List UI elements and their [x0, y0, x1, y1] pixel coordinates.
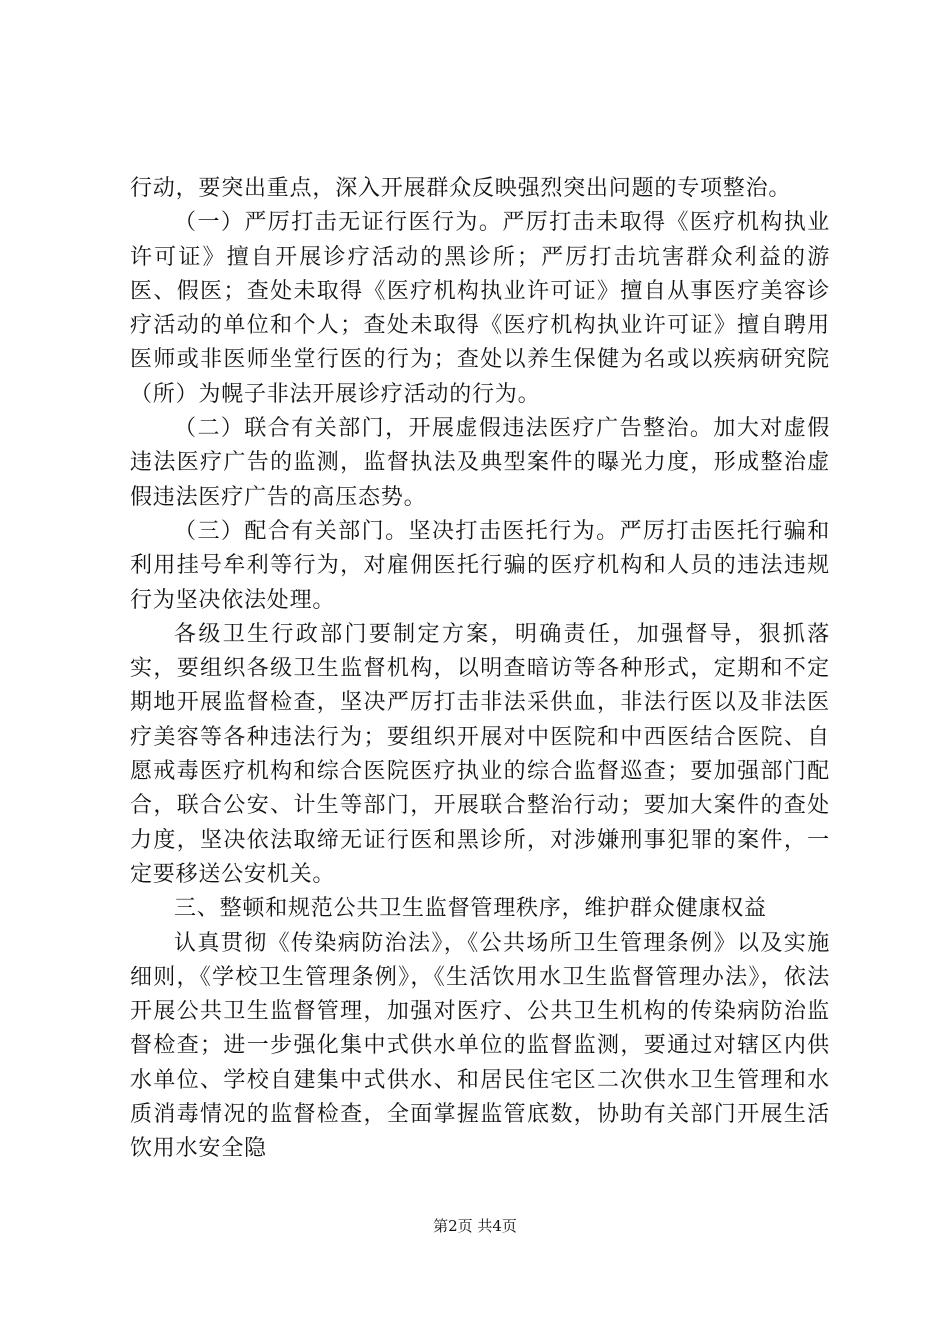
page-number-footer: 第2页 共4页 — [433, 1217, 517, 1235]
section-heading-3: 三、整顿和规范公共卫生监督管理秩序，维护群众健康权益 — [174, 896, 767, 922]
document-body — [130, 172, 830, 1167]
paragraph-item-1: （一）严厉打击无证行医行为。严厉打击未取得《医疗机构执业许可证》擅自开展诊疗活动的黑诊所；严厉打击坑害群众利益的游医、假医；查处未取得《医疗机构执业许可证》擅自从事医疗美容诊疗活动的单位和个人；查处未取得《医疗机构执业许可证》擅自聘用医师或非医师坐堂行医的行为；查处以养生保健为名或以疾病研究院（所）为幌子非法开展诊疗活动的行为。 — [130, 210, 830, 407]
paragraph-public-health: 认真贯彻《传染病防治法》，《公共场所卫生管理条例》以及实施细则，《学校卫生管理条例》，《生活饮用水卫生监督管理办法》，依法开展公共卫生监督管理，加强对医疗、公共卫生机构的传染病防治监督检查；进一步强化集中式供水单位的监督监测，要通过对辖区内供水单位、学校自建集中式供水、和居民住宅区二次供水卫生管理和水质消毒情况的监督检查，全面掌握监管底数，协助有关部门开展生活饮用水安全隐 — [130, 930, 830, 1162]
paragraph-item-3: （三）配合有关部门。坚决打击医托行为。严厉打击医托行骗和利用挂号牟利等行为，对雇佣医托行骗的医疗机构和人员的违法违规行为坚决依法处理。 — [130, 518, 830, 613]
paragraph-item-2: （二）联合有关部门，开展虚假违法医疗广告整治。加大对虚假违法医疗广告的监测，监督执法及典型案件的曝光力度，形成整治虚假违法医疗广告的高压态势。 — [130, 416, 830, 510]
paragraph-continuation: 行动，要突出重点，深入开展群众反映强烈突出问题的专项整治。 — [130, 176, 792, 201]
paragraph-requirements: 各级卫生行政部门要制定方案，明确责任，加强督导，狠抓落实，要组织各级卫生监督机构，以明查暗访等各种形式，定期和不定期地开展监督检查，坚决严厉打击非法采供血，非法行医以及非法医疗美容等各种违法行为；要组织开展对中医院和中西医结合医院、自愿戒毒医疗机构和综合医院医疗执业的综合监督巡查；要加强部门配合，联合公安、计生等部门，开展联合整治行动；要加大案件的查处力度，坚决依法取缔无证行医和黑诊所，对涉嫌刑事犯罪的案件，一定要移送公安机关。 — [130, 621, 830, 887]
